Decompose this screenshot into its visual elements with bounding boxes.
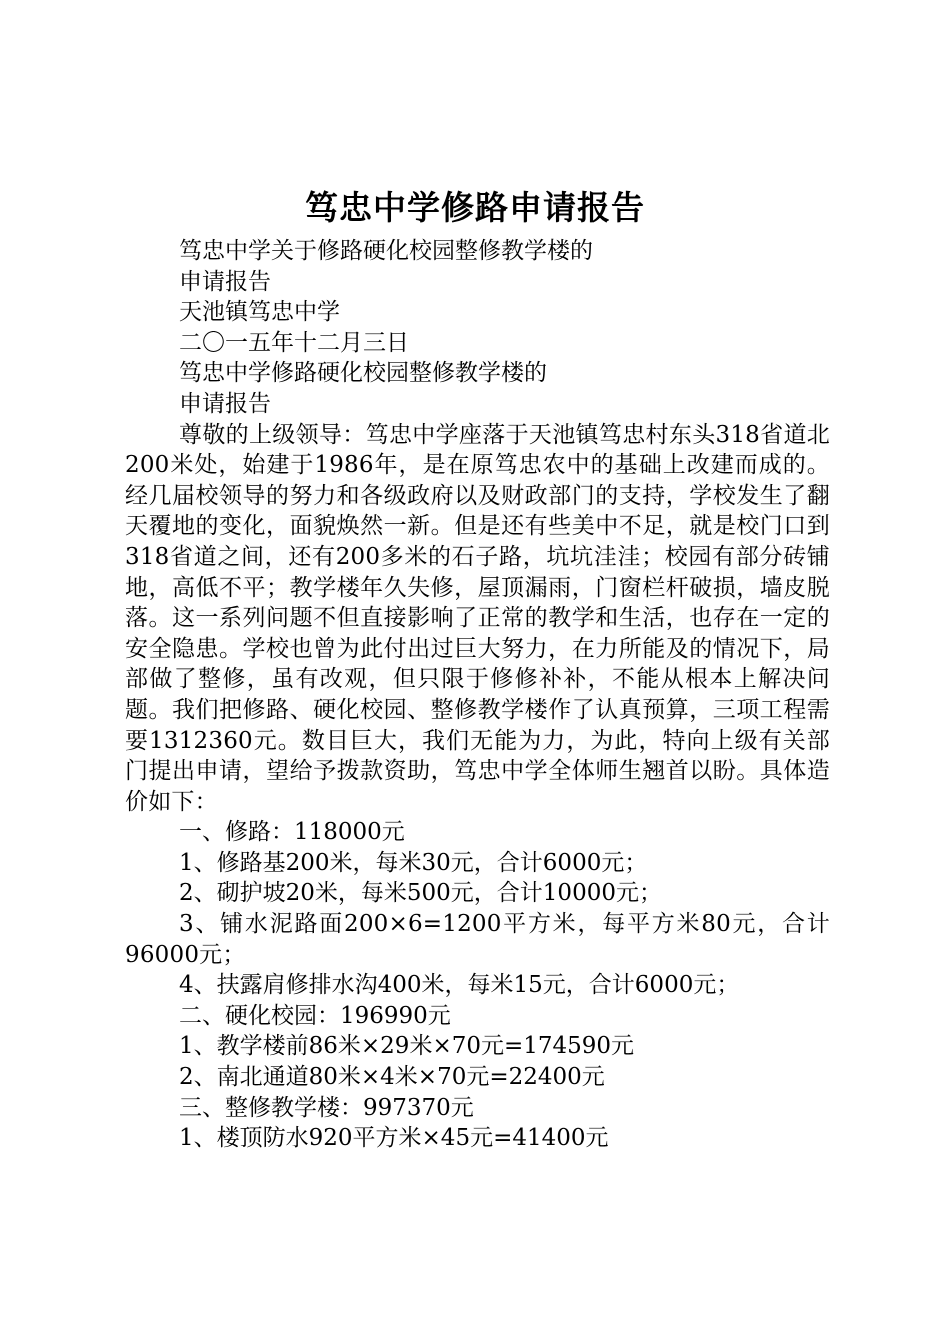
cost-item-front: 1、教学楼前86米×29米×70元=174590元 [179, 1033, 635, 1060]
header-line-date: 二〇一五年十二月三日 [179, 329, 409, 356]
header-line-6: 申请报告 [179, 390, 271, 417]
cost-item-passage: 2、南北通道80米×4米×70元=22400元 [179, 1064, 605, 1091]
cost-section-building: 三、整修教学楼：997370元 [179, 1094, 474, 1121]
body-paragraph: 尊敬的上级领导：笃忠中学座落于天池镇笃忠村东头318省道北200米处，始建于1986年，是在原笃忠农中的基础上改建而成的。经几届校领导的努力和各级政府以及财政部门的支持，学校发生了翻天覆地的变化，面貌焕然一新。但是还有些美中不足，就是校门口到318省道之间，还有200多米的石子路，坑坑洼洼；校园有部分砖铺地，高低不平；教学楼年久失修，屋顶漏雨，门窗栏杆破损，墙皮脱落。这一系列问题不但直接影响了正常的教学和生活，也存在一定的安全隐患。学校也曾为此付出过巨大努力，在力所能及的情况下，局部做了整修，虽有改观，但只限于修修补补，不能从根本上解决问题。我们把修路、硬化校园、整修教学楼作了认真预算，三项工程需要1312360元。数目巨大，我们无能为力，为此，特向上级有关部门提出申请，望给予拨款资助，笃忠中学全体师生翘首以盼。具体造价如下： [125, 421, 830, 815]
cost-section-campus: 二、硬化校园：196990元 [179, 1002, 451, 1029]
cost-item-pavement: 3、铺水泥路面200×6=1200平方米，每平方米80元，合计96000元； [125, 911, 830, 968]
cost-item-drainage: 4、扶露肩修排水沟400米，每米15元，合计6000元； [179, 972, 740, 999]
header-line-5: 笃忠中学修路硬化校园整修教学楼的 [179, 360, 547, 387]
cost-item-roadbed: 1、修路基200米，每米30元，合计6000元； [179, 849, 648, 876]
cost-item-slope: 2、砌护坡20米，每米500元，合计10000元； [179, 880, 662, 907]
cost-section-road: 一、修路：118000元 [179, 819, 405, 846]
document-body [125, 236, 830, 1154]
header-line-2: 申请报告 [179, 268, 271, 295]
header-line-school: 天池镇笃忠中学 [179, 299, 340, 326]
cost-item-roof: 1、楼顶防水920平方米×45元=41400元 [179, 1125, 609, 1152]
document-title: 笃忠中学修路申请报告 [305, 188, 645, 227]
header-line-1: 笃忠中学关于修路硬化校园整修教学楼的 [179, 238, 593, 264]
